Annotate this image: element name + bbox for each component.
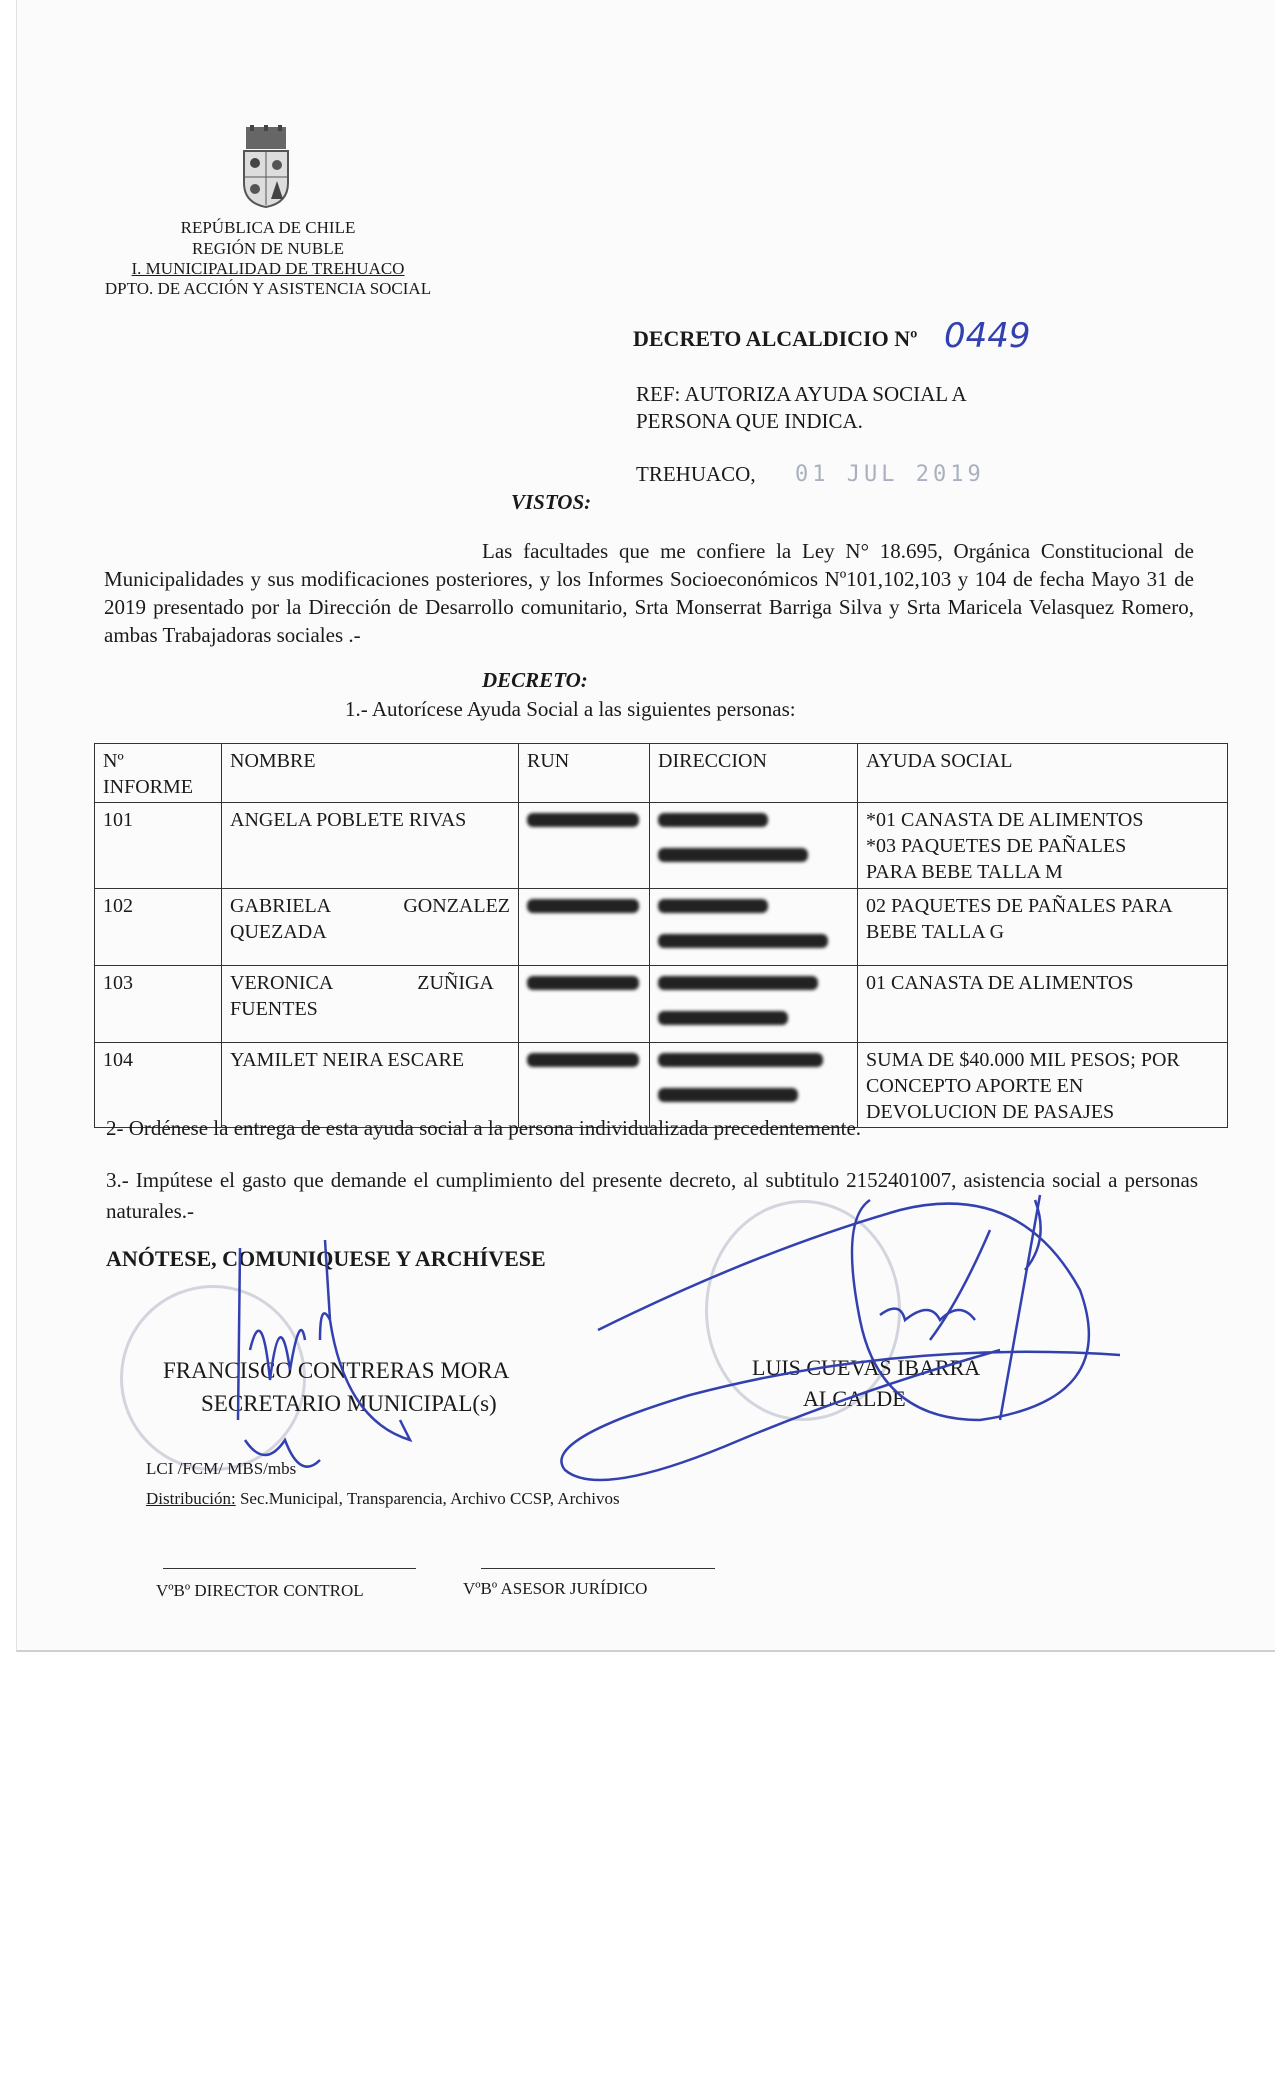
ayuda-line: SUMA DE $40.000 MIL PESOS; POR — [866, 1049, 1180, 1071]
cell-direccion-redacted — [650, 803, 858, 889]
signature-line-juridico — [481, 1568, 715, 1569]
ayuda-line: 02 PAQUETES DE PAÑALES PARA — [866, 895, 1173, 917]
cell-run-redacted — [519, 1043, 650, 1128]
cell-informe: 102 — [95, 889, 222, 966]
mayor-title: ALCALDE — [803, 1386, 906, 1411]
decreto-item-3: 3.- Impútese el gasto que demande el cumplimiento del presente decreto, al subtitulo 2152401007, asistencia social a personas naturales.- — [106, 1168, 1198, 1223]
ayuda-line: BEBE TALLA G — [866, 921, 1005, 943]
cell-ayuda — [858, 803, 1228, 889]
vb-asesor-juridico: VºBº ASESOR JURÍDICO — [463, 1579, 648, 1598]
redaction-mark — [527, 899, 639, 913]
ayuda-line: CONCEPTO APORTE EN — [866, 1075, 1084, 1097]
secretary-name: FRANCISCO CONTRERAS MORA — [163, 1358, 510, 1383]
table-row — [95, 803, 1228, 889]
header-run: RUN — [519, 744, 650, 803]
initials: LCI /FCM/ MBS/mbs — [146, 1459, 297, 1478]
distribution-list: Sec.Municipal, Transparencia, Archivo CCSP, Archivos — [239, 1489, 620, 1508]
ref-line-2: PERSONA QUE INDICA. — [636, 409, 863, 433]
cell-ayuda — [858, 966, 1228, 1043]
redaction-mark — [658, 1053, 823, 1067]
ayuda-line: PARA BEBE TALLA M — [866, 861, 1063, 883]
header-informe: Nº INFORME — [95, 744, 222, 803]
decreto-heading: DECRETO: — [482, 668, 588, 692]
cell-run-redacted — [519, 803, 650, 889]
header-region: REGIÓN DE NUBLE — [191, 239, 345, 258]
vistos-paragraph: Las facultades que me confiere la Ley N° 18.695, Orgánica Constitucional de Municipalidades y sus modificaciones posteriores, y los Informes Socioeconómicos Nº101,102,103 y 104 de fecha Mayo 31 de 2019 presentado por la Dirección de Desarrollo comunitario, Srta Monserrat Barriga Silva y Srta Maricela Velasquez Romero, ambas Trabajadoras sociales .- — [104, 539, 1194, 647]
cell-direccion-redacted — [650, 889, 858, 966]
decree-number-handwritten: 0449 — [944, 316, 1031, 356]
cell-run-redacted — [519, 966, 650, 1043]
cell-run-redacted — [519, 889, 650, 966]
table-row — [95, 1043, 1228, 1128]
ayuda-line: *03 PAQUETES DE PAÑALES — [866, 835, 1127, 857]
header-ayuda: AYUDA SOCIAL — [858, 744, 1228, 803]
redaction-mark — [658, 1088, 798, 1102]
cell-nombre: YAMILET NEIRA ESCARE — [222, 1043, 519, 1128]
header-direccion: DIRECCION — [650, 744, 858, 803]
ayuda-line: *01 CANASTA DE ALIMENTOS — [866, 809, 1144, 831]
cell-nombre: ANGELA POBLETE RIVAS — [222, 803, 519, 889]
distribution-label: Distribución: — [146, 1489, 236, 1508]
cell-direccion-redacted — [650, 1043, 858, 1128]
beneficiaries-table — [94, 743, 1228, 1128]
vistos-heading: VISTOS: — [511, 490, 592, 514]
ayuda-line: DEVOLUCION DE PASAJES — [866, 1101, 1115, 1123]
decree-title: DECRETO ALCALDICIO Nº — [633, 326, 918, 351]
place: TREHUACO, — [636, 462, 756, 486]
redaction-mark — [658, 934, 828, 948]
redaction-mark — [527, 976, 639, 990]
redaction-mark — [658, 976, 818, 990]
decreto-item-1: 1.- Autorícese Ayuda Social a las siguientes personas: — [345, 697, 796, 721]
secretary-title: SECRETARIO MUNICIPAL(s) — [201, 1391, 497, 1416]
header-department: DPTO. DE ACCIÓN Y ASISTENCIA SOCIAL — [104, 279, 432, 298]
table-row — [95, 966, 1228, 1043]
ayuda-line: 01 CANASTA DE ALIMENTOS — [866, 972, 1134, 994]
cell-ayuda — [858, 1043, 1228, 1128]
redaction-mark — [527, 1053, 639, 1067]
redaction-mark — [527, 813, 639, 827]
redaction-mark — [658, 848, 808, 862]
cell-ayuda — [858, 889, 1228, 966]
decreto-item-2: 2- Ordénese la entrega de esta ayuda social a la persona individualizada precedentemente. — [106, 1116, 862, 1140]
redaction-mark — [658, 899, 768, 913]
cell-nombre: GABRIELA GONZALEZ QUEZADA — [222, 889, 519, 966]
cell-nombre: VERONICA ZUÑIGA FUENTES — [222, 966, 519, 1043]
closing-formula: ANÓTESE, COMUNIQUESE Y ARCHÍVESE — [106, 1246, 546, 1271]
mayor-name: LUIS CUEVAS IBARRA — [752, 1355, 981, 1380]
table-row — [95, 889, 1228, 966]
ref-line-1: REF: AUTORIZA AYUDA SOCIAL A — [636, 382, 967, 406]
date-stamp: 01 JUL 2019 — [795, 462, 985, 487]
cell-informe: 104 — [95, 1043, 222, 1128]
cell-informe: 103 — [95, 966, 222, 1043]
redaction-mark — [658, 1011, 788, 1025]
distribution — [146, 1489, 620, 1509]
cell-direccion-redacted — [650, 966, 858, 1043]
header-nombre: NOMBRE — [222, 744, 519, 803]
table-header-row — [95, 744, 1228, 803]
vb-director-control: VºBº DIRECTOR CONTROL — [156, 1581, 364, 1600]
cell-informe: 101 — [95, 803, 222, 889]
redaction-mark — [658, 813, 768, 827]
municipal-crest-logo — [240, 125, 292, 209]
signature-line-control — [163, 1568, 416, 1569]
header-municipality: I. MUNICIPALIDAD DE TREHUACO — [131, 259, 405, 278]
header-country: REPÚBLICA DE CHILE — [180, 218, 356, 237]
